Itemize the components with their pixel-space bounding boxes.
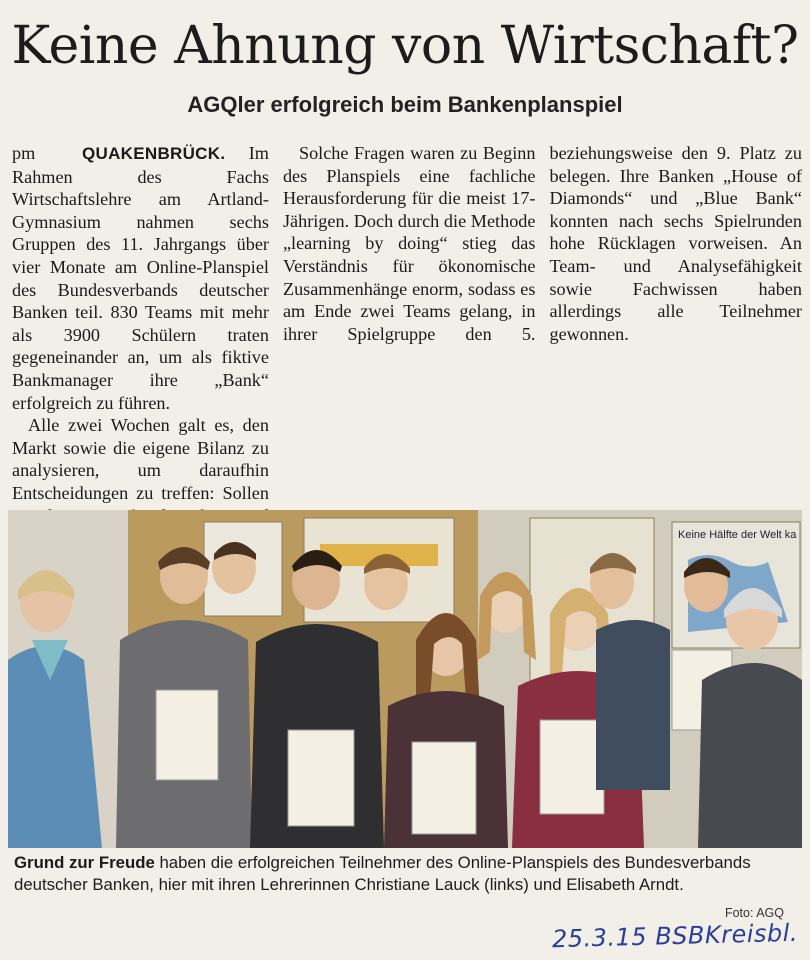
article-paragraph-3: Solche Fragen waren zu Beginn des Planspiels eine fachliche Herausforderung für die meist 17-Jährigen. Doch durch die Methode „learning by doing“ stieg das Verständnis für ökonomische Zusammenhänge enorm, sodass es am Ende zwei Teams gelang, in ihrer Spielgruppe den 5. beziehungsweise den 9. Platz zu belegen. Ihre Banken „House of Diamonds“ und „Blue Bank“ konnten nach sechs Spielrunden hohe Rücklagen vorweisen. An Team- und Analysefähigkeit sowie Fachwissen haben allerdings alle Teilnehmer gewonnen. [282, 143, 802, 344]
handwritten-date-note: 25.3.15 BSBKreisbl. [551, 918, 799, 954]
author-tag: pm [12, 143, 36, 163]
article-body [12, 142, 802, 504]
subheadline: AGQler erfolgreich beim Bankenplanspiel [187, 92, 623, 117]
wall-sign-text: Keine Hälfte der Welt ka [678, 529, 797, 541]
photo-caption [14, 852, 798, 895]
article-column-1 [12, 142, 269, 504]
group-photo-illustration [8, 510, 802, 848]
headline: Keine Ahnung von Wirtschaft? [11, 16, 799, 76]
article-paragraph-2: Alle zwei Wochen galt es, den Markt sowie die eigene Bilanz zu analysieren, um daraufhin Entscheidungen zu treffen: Sollen [12, 415, 269, 503]
group-photo [8, 510, 802, 848]
caption-text: haben die erfolgreichen Teilnehmer des Online-Planspiels des Bundesverbands deutscher Banken, hier mit ihren Lehrerinnen Christiane Lauck (links) und Elisabeth Arndt. [14, 853, 751, 894]
article-paragraph-1 [12, 142, 269, 414]
photo-credit: Foto: AGQ [724, 906, 784, 920]
dateline: QUAKENBRÜCK. [81, 144, 226, 163]
caption-lead: Grund zur Freude [14, 853, 155, 872]
paragraph-1-text: Im Rahmen des Fachs Wirtschaftslehre am Artland-Gymnasium nahmen sechs Gruppen des 11. Jahrgangs über vier Monate am Online-Planspiel des Bundesverbands deutscher Banken teil. 830 Teams mit mehr als 3900 Schülern traten gegeneinander an, um als fiktive Bankmanager ihre „Bank“ erfolgreich zu führen. [12, 143, 269, 413]
article-column-2 [283, 142, 802, 504]
